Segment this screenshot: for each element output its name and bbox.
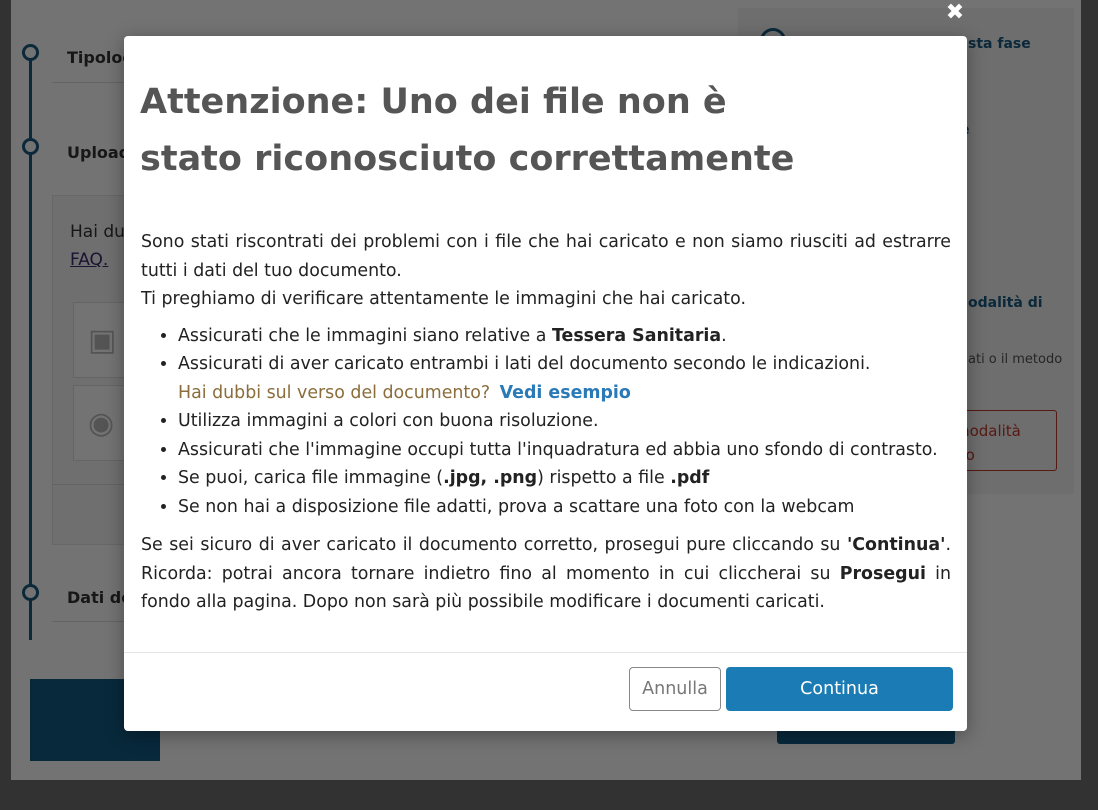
list-item: • Assicurati che le immagini siano relative a Tessera Sanitaria.: [178, 322, 951, 351]
modal-footer-divider: [124, 652, 967, 653]
list-item: • Se non hai a disposizione file adatti, prova a scattare una foto con la webcam: [178, 493, 951, 522]
modal-title: Attenzione: Uno dei file non è stato riconosciuto correttamente: [140, 82, 795, 179]
checklist: [178, 322, 951, 522]
warning-modal: [124, 36, 967, 731]
cancel-button[interactable]: Annulla: [629, 667, 721, 711]
modal-intro: Sono stati riscontrati dei problemi con i file che hai caricato e non siamo riusciti ad estrarre tutti i dati del tuo documento.: [141, 232, 951, 281]
list-item: • Assicurati di aver caricato entrambi i lati del documento secondo le indicazioni. Hai dubbi sul verso del documento? Vedi esempio: [178, 350, 951, 407]
example-link[interactable]: Vedi esempio: [499, 382, 631, 403]
continue-button[interactable]: Continua: [726, 667, 953, 711]
close-icon[interactable]: ✖: [945, 0, 965, 25]
modal-outro: Se sei sicuro di aver caricato il documento corretto, prosegui pure cliccando su 'Continua'. Ricorda: potrai ancora tornare indietro fino al momento in cui cliccherai su Prosegui in fondo alla pagina. Dopo non sarà più possibile modificare i documenti caricati.: [141, 535, 951, 612]
list-item: • Se puoi, carica file immagine (.jpg, .png) rispetto a file .pdf: [178, 464, 951, 493]
modal-body: [141, 228, 951, 617]
verso-hint: Hai dubbi sul verso del documento?: [178, 382, 491, 403]
list-item: • Utilizza immagini a colori con buona risoluzione.: [178, 407, 951, 436]
list-item: • Assicurati che l'immagine occupi tutta l'inquadratura ed abbia uno sfondo di contrasto.: [178, 436, 951, 465]
modal-intro: Ti preghiamo di verificare attentamente le immagini che hai caricato.: [141, 289, 746, 309]
